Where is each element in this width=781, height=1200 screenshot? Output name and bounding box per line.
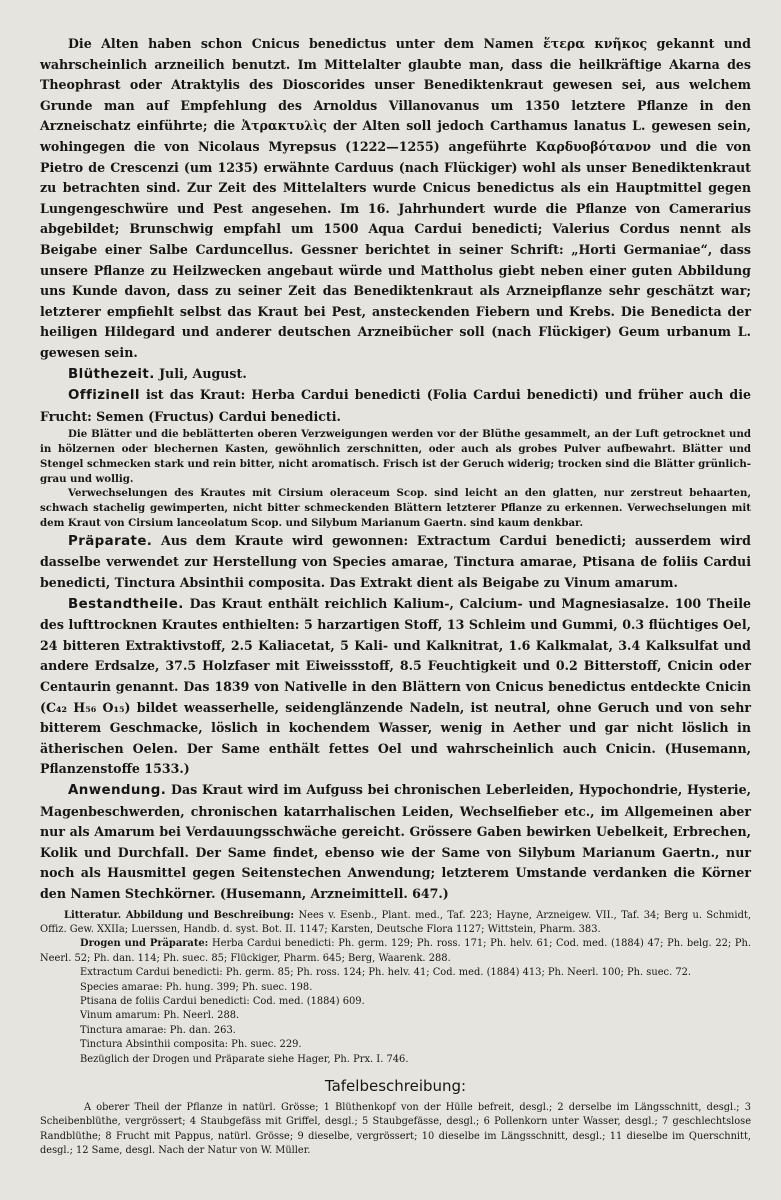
main-text (40, 34, 751, 905)
bestandtheile-text: Das Kraut enthält reichlich Kalium-, Calcium- und Magnesiasalze. 100 Theile des lufttrocknen Krautes enthielten: 5 harzartigen Stoff, 13 Schleim und Gummi, 0.3 flüchtiges Oel, 24 bitteren Extraktivstoff, 2.5 Kaliacetat, 5 Kali- und Kalknitrat, 1.6 Kalkmalat, 3.4 Kalksulfat und andere Erdsalze, 37.5 Holzfaser mit Eiweissstoff, 8.5 Feuchtigkeit und 0.2 Bitterstoff, Cnicin oder Centaurin genannt. Das 1839 von Nativelle in den Blättern von Cnicus benedictus entdeckte Cnicin (C₄₂ H₅₆ O₁₅) bildet weasserhelle, seidenglänzende Nadeln, ist neutral, ohne Geruch und von sehr bitterem Geschmacke, löslich in kochendem Wasser, wenig in Aether und gar nicht löslich in ätherischen Oelen. Der Same enthält fettes Oel und wahrscheinlich auch Cnicin. (Husemann, Pflanzenstoffe 1533.) (40, 595, 752, 777)
bestandtheile-paragraph (40, 594, 751, 780)
plate-description-title: Tafelbeschreibung: (324, 1077, 467, 1096)
plate-description (40, 1101, 751, 1159)
praeparate-heading: Präparate. (68, 533, 153, 549)
anwendung-paragraph (40, 780, 751, 905)
bluetezeit-paragraph (40, 364, 751, 386)
collection-note: Die Blätter und die beblätterten oberen Verzweigungen werden vor der Blüthe gesammelt, an der Luft getrocknet und in hölzernen oder blechernen Kasten, gewöhnlich zerschnitten, oder auch als grobes Pulver aufbewahrt. Blätter und Stengel schmecken stark und rein bitter, nicht aromatisch. Frisch ist der Geruch widerig; trocken sind die Blätter grünlich-grau und wollig. (40, 428, 751, 485)
extractum-line: Extractum Cardui benedicti: Ph. germ. 85; Ph. ross. 124; Ph. helv. 41; Cod. med. (1884) 413; Ph. Neerl. 100; Ph. suec. 72. (80, 967, 692, 979)
literature-heading: Litteratur. Abbildung und Beschreibung: (64, 909, 295, 921)
praeparate-paragraph (40, 531, 751, 594)
offizinell-notes (40, 427, 751, 531)
anwendung-heading: Anwendung. (68, 782, 167, 798)
reference-line: Species amarae: Ph. hung. 399; Ph. suec. 198. (80, 981, 313, 993)
bluetezeit-heading: Blüthezeit. (68, 366, 155, 382)
drogen-paragraph (40, 937, 751, 966)
confusion-note: Verwechselungen des Krautes mit Cirsium oleraceum Scop. sind leicht an den glatten, nur zerstreut behaarten, schwach stachelig gewimperten, nicht bitter schmeckenden Blättern letzterer Pflanze zu erkennen. Verwechselungen mit dem Kraut von Cirsium lanceolatum Scop. und Silybum Marianum Gaertn. sind kaum denkbar. (40, 487, 751, 530)
literature-paragraph (40, 909, 751, 938)
literature-text: Nees v. Esenb., Plant. med., Taf. 223; Hayne, Arzneigew. VII., Taf. 34; Berg u. Schmidt, Offiz. Gew. XXIIa; Luerssen, Handb. d. syst. Bot. II. 1147; Karsten, Deutsche Flora 1127; Wittstein, Pharm. 383. (40, 909, 752, 935)
plate-description-text: A oberer Theil der Pflanze in natürl. Grösse; 1 Blüthenkopf von der Hülle befreit, desgl.; 2 derselbe im Längsschnitt, desgl.; 3 Scheibenblüthe, vergrössert; 4 Staubgefäss mit Griffel, desgl.; 5 Staubgefässe, desgl.; 6 Pollenkorn unter Wasser, desgl.; 7 geschlechtslose Randblüthe; 8 Frucht mit Pappus, natürl. Grösse; 9 dieselbe, vergrössert; 10 dieselbe im Längsschnitt, desgl.; 11 dieselbe im Querschnitt, desgl.; 12 Same, desgl. Nach der Natur von W. Müller. (40, 1102, 751, 1157)
drogen-heading: Drogen und Präparate: (80, 938, 209, 950)
bestandtheile-heading: Bestandtheile. (68, 596, 184, 612)
reference-line: Tinctura Absinthii composita: Ph. suec. 229. (80, 1039, 302, 1051)
offizinell-text: ist das Kraut: Herba Cardui benedicti (Folia Cardui benedicti) und früher auch die Frucht: Semen (Fructus) Cardui benedicti. (40, 387, 751, 424)
reference-line: Tinctura amarae: Ph. dan. 263. (80, 1024, 236, 1036)
praeparate-text: Aus dem Kraute wird gewonnen: Extractum Cardui benedicti; ausserdem wird dasselbe verwendet zur Herstellung von Species amarae, Tinctura amarae, Ptisana de foliis Cardui benedicti, Tinctura Absinthii composita. Das Extrakt dient als Beigabe zu Vinum amarum. (40, 532, 751, 591)
bluetezeit-text: Juli, August. (159, 365, 247, 381)
anwendung-text: Das Kraut wird im Aufguss bei chronischen Leberleiden, Hypochondrie, Hysterie, Magenbeschwerden, chronischen katarrhalischen Leiden, Wechselfieber etc., im Allgemeinen aber nur als Amarum bei Verdauungsschwäche gereicht. Grössere Gaben bewirken Uebelkeit, Erbrechen, Kolik und Durchfall. Der Same findet, ebenso wie der Same von Silybum Marianum Gaertn., nur noch als Hausmittel gegen Seitenstechen Anwendung; letzterem Umstande verdanken die Körner den Namen Stechkörner. (Husemann, Arzneimittell. 647.) (40, 781, 751, 901)
offizinell-heading: Offizinell (68, 388, 140, 404)
reference-line: Bezüglich der Drogen und Präparate siehe Hager, Ph. Prx. I. 746. (80, 1053, 409, 1065)
reference-line: Ptisana de foliis Cardui benedicti: Cod. med. (1884) 609. (80, 995, 365, 1007)
literature-section (40, 909, 751, 1067)
offizinell-paragraph (40, 385, 751, 427)
drogen-text: Herba Cardui benedicti: Ph. germ. 129; Ph. ross. 171; Ph. helv. 61; Cod. med. (1884) 47; Ph. belg. 22; Ph. Neerl. 52; Ph. dan. 114; Ph. suec. 85; Flückiger, Pharm. 645; Berg, Waarenk. 288. (40, 938, 752, 964)
history-paragraph: Die Alten haben schon Cnicus benedictus unter dem Namen ἕτερα κνῆκος gekannt und wahrscheinlich arzneilich benutzt. Im Mittelalter glaubte man, dass die heilkräftige Akarna des Theophrast oder Atraktylis des Dioscorides unser Benediktenkraut gewesen sei, aus welchem Grunde man auf Empfehlung des Arnoldus Villanovanus um 1350 letztere Pflanze in den Arzneischatz einführte; die Ἀτρακτυλὶς der Alten soll jedoch Carthamus lanatus L. gewesen sein, wohingegen die von Nicolaus Myrepsus (1222—1255) angeführte Καρδυοβότανον und die von Pietro de Crescenzi (um 1235) erwähnte Carduus (nach Flückiger) wohl als unser Benediktenkraut zu betrachten sind. Zur Zeit des Mittelalters wurde Cnicus benedictus als ein Hauptmittel gegen Lungengeschwüre und Pest angesehen. Im 16. Jahrhundert wurde die Pflanze von Camerarius abgebildet; Brunschwig empfahl um 1500 Aqua Cardui benedicti; Valerius Cordus nennt als Beigabe einer Salbe Carduncellus. Gessner berichtet in seiner Schrift: „Horti Germaniae“, dass unsere Pflanze zu Heilzwecken angebaut würde und Mattholus giebt neben einer guten Abbildung uns Kunde davon, dass zu seiner Zeit das Benediktenkraut als Arzneipflanze sehr geschätzt war; letzterer empfiehlt selbst das Kraut bei Pest, ansteckenden Fiebern und Krebs. Die Benedicta der heiligen Hildegard und anderer deutschen Arzneibücher soll (nach Flückiger) Geum urbanum L. gewesen sein. (40, 36, 751, 360)
reference-line: Vinum amarum: Ph. Neerl. 288. (80, 1010, 240, 1022)
